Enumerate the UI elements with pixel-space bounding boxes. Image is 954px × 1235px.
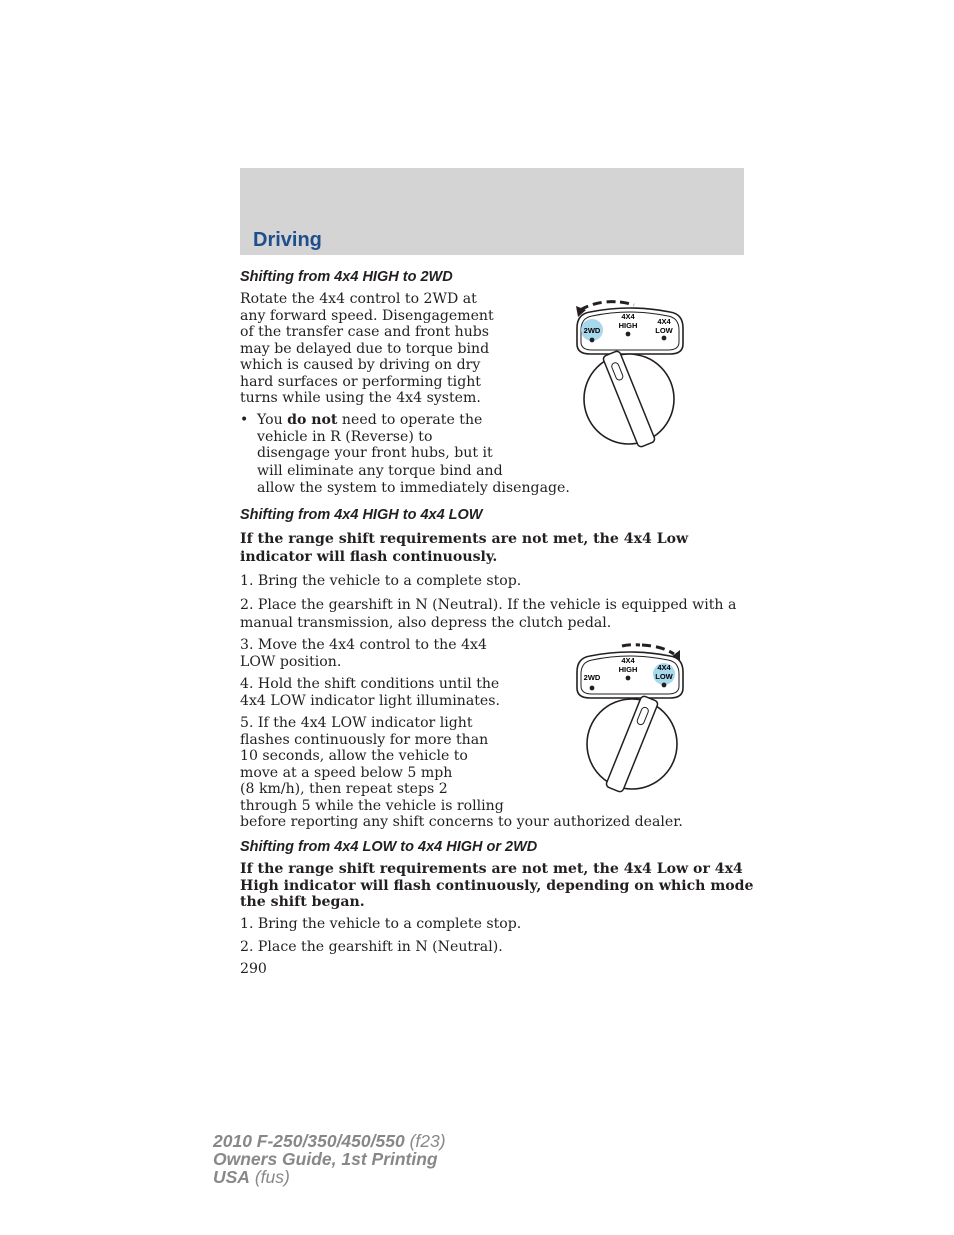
svg-text:HIGH: HIGH [618, 665, 638, 674]
bullet-first-line: You do not need to operate the [257, 412, 483, 428]
footer-model: 2010 F-250/350/450/550 [213, 1131, 405, 1151]
bullet-marker: • [240, 412, 249, 428]
svg-text:LOW: LOW [655, 326, 673, 335]
svg-text:LOW: LOW [655, 672, 673, 681]
svg-text:4X4: 4X4 [621, 312, 635, 321]
svg-text:HIGH: HIGH [618, 321, 638, 330]
sec1-line: hard surfaces or performing tight [240, 373, 481, 390]
sec2-step-3-line: 3. Move the 4x4 control to the 4x4 [240, 637, 487, 653]
heading-high-to-2wd: Shifting from 4x4 HIGH to 2WD [240, 269, 453, 285]
sec2-step-5-line: before reporting any shift concerns to your authorized dealer. [240, 814, 683, 830]
sec2-step-4-line: 4x4 LOW indicator light illuminates. [240, 692, 500, 709]
sec2-step-2-line: 2. Place the gearshift in N (Neutral). If the vehicle is equipped with a [240, 597, 737, 613]
svg-text:4X4: 4X4 [657, 317, 671, 326]
sec2-step-5-line: flashes continuously for more than [240, 731, 489, 748]
sec2-step-2-line: manual transmission, also depress the clutch pedal. [240, 614, 612, 631]
footer-edition: Owners Guide, 1st Printing [213, 1149, 438, 1169]
svg-text:4X4: 4X4 [621, 656, 635, 665]
sec2-step-3-line: LOW position. [240, 653, 342, 670]
section-title: Driving [253, 229, 322, 251]
footer-model-code: (f23) [404, 1131, 446, 1151]
sec1-line: of the transfer case and front hubs [240, 324, 490, 340]
sec2-step-5-line: move at a speed below 5 mph [240, 764, 453, 781]
sec1-line: turns while using the 4x4 system. [240, 390, 481, 406]
svg-text:2WD: 2WD [583, 673, 601, 682]
4x4-control-2wd-illustration [570, 292, 690, 454]
bullet-line: vehicle in R (Reverse) to [257, 428, 433, 445]
sec2-warning-line: If the range shift requirements are not met, the 4x4 Low [240, 531, 689, 547]
sec1-line: may be delayed due to torque bind [240, 340, 490, 357]
4x4-control-low-illustration [570, 636, 690, 798]
document-footer [213, 1132, 446, 1186]
sec2-step-5-line: through 5 while the vehicle is rolling [240, 797, 504, 814]
svg-text:2WD: 2WD [583, 326, 601, 335]
footer-region-code: (fus) [249, 1167, 290, 1187]
sec3-step-1: 1. Bring the vehicle to a complete stop. [240, 916, 522, 932]
sec2-warning-line: indicator will flash continuously. [240, 548, 498, 565]
sec1-line: which is caused by driving on dry [240, 357, 481, 373]
bullet-line: will eliminate any torque bind and [257, 463, 503, 479]
sec3-step-2: 2. Place the gearshift in N (Neutral). [240, 939, 503, 955]
footer-region: USA [213, 1167, 250, 1187]
sec2-step-5-line: 10 seconds, allow the vehicle to [240, 748, 468, 764]
sec3-warning-line: High indicator will flash continuously, depending on which mode [240, 877, 754, 894]
sec2-step-4-line: 4. Hold the shift conditions until the [240, 676, 500, 692]
sec2-step-1: 1. Bring the vehicle to a complete stop. [240, 573, 522, 589]
heading-low-to-high-or-2wd: Shifting from 4x4 LOW to 4x4 HIGH or 2WD [240, 839, 538, 855]
bullet-line: allow the system to immediately disengage. [257, 480, 570, 496]
sec1-line: any forward speed. Disengagement [240, 307, 494, 324]
sec3-warning-line: the shift began. [240, 894, 365, 910]
bullet-line: disengage your front hubs, but it [257, 445, 493, 461]
sec1-line: Rotate the 4x4 control to 2WD at [240, 291, 477, 307]
svg-text:4X4: 4X4 [657, 663, 671, 672]
page-number: 290 [240, 961, 267, 977]
sec2-step-5-line: 5. If the 4x4 LOW indicator light [240, 715, 473, 731]
sec2-step-5-line: (8 km/h), then repeat steps 2 [240, 781, 448, 797]
heading-high-to-low: Shifting from 4x4 HIGH to 4x4 LOW [240, 507, 483, 523]
sec3-warning-line: If the range shift requirements are not met, the 4x4 Low or 4x4 [240, 861, 743, 877]
